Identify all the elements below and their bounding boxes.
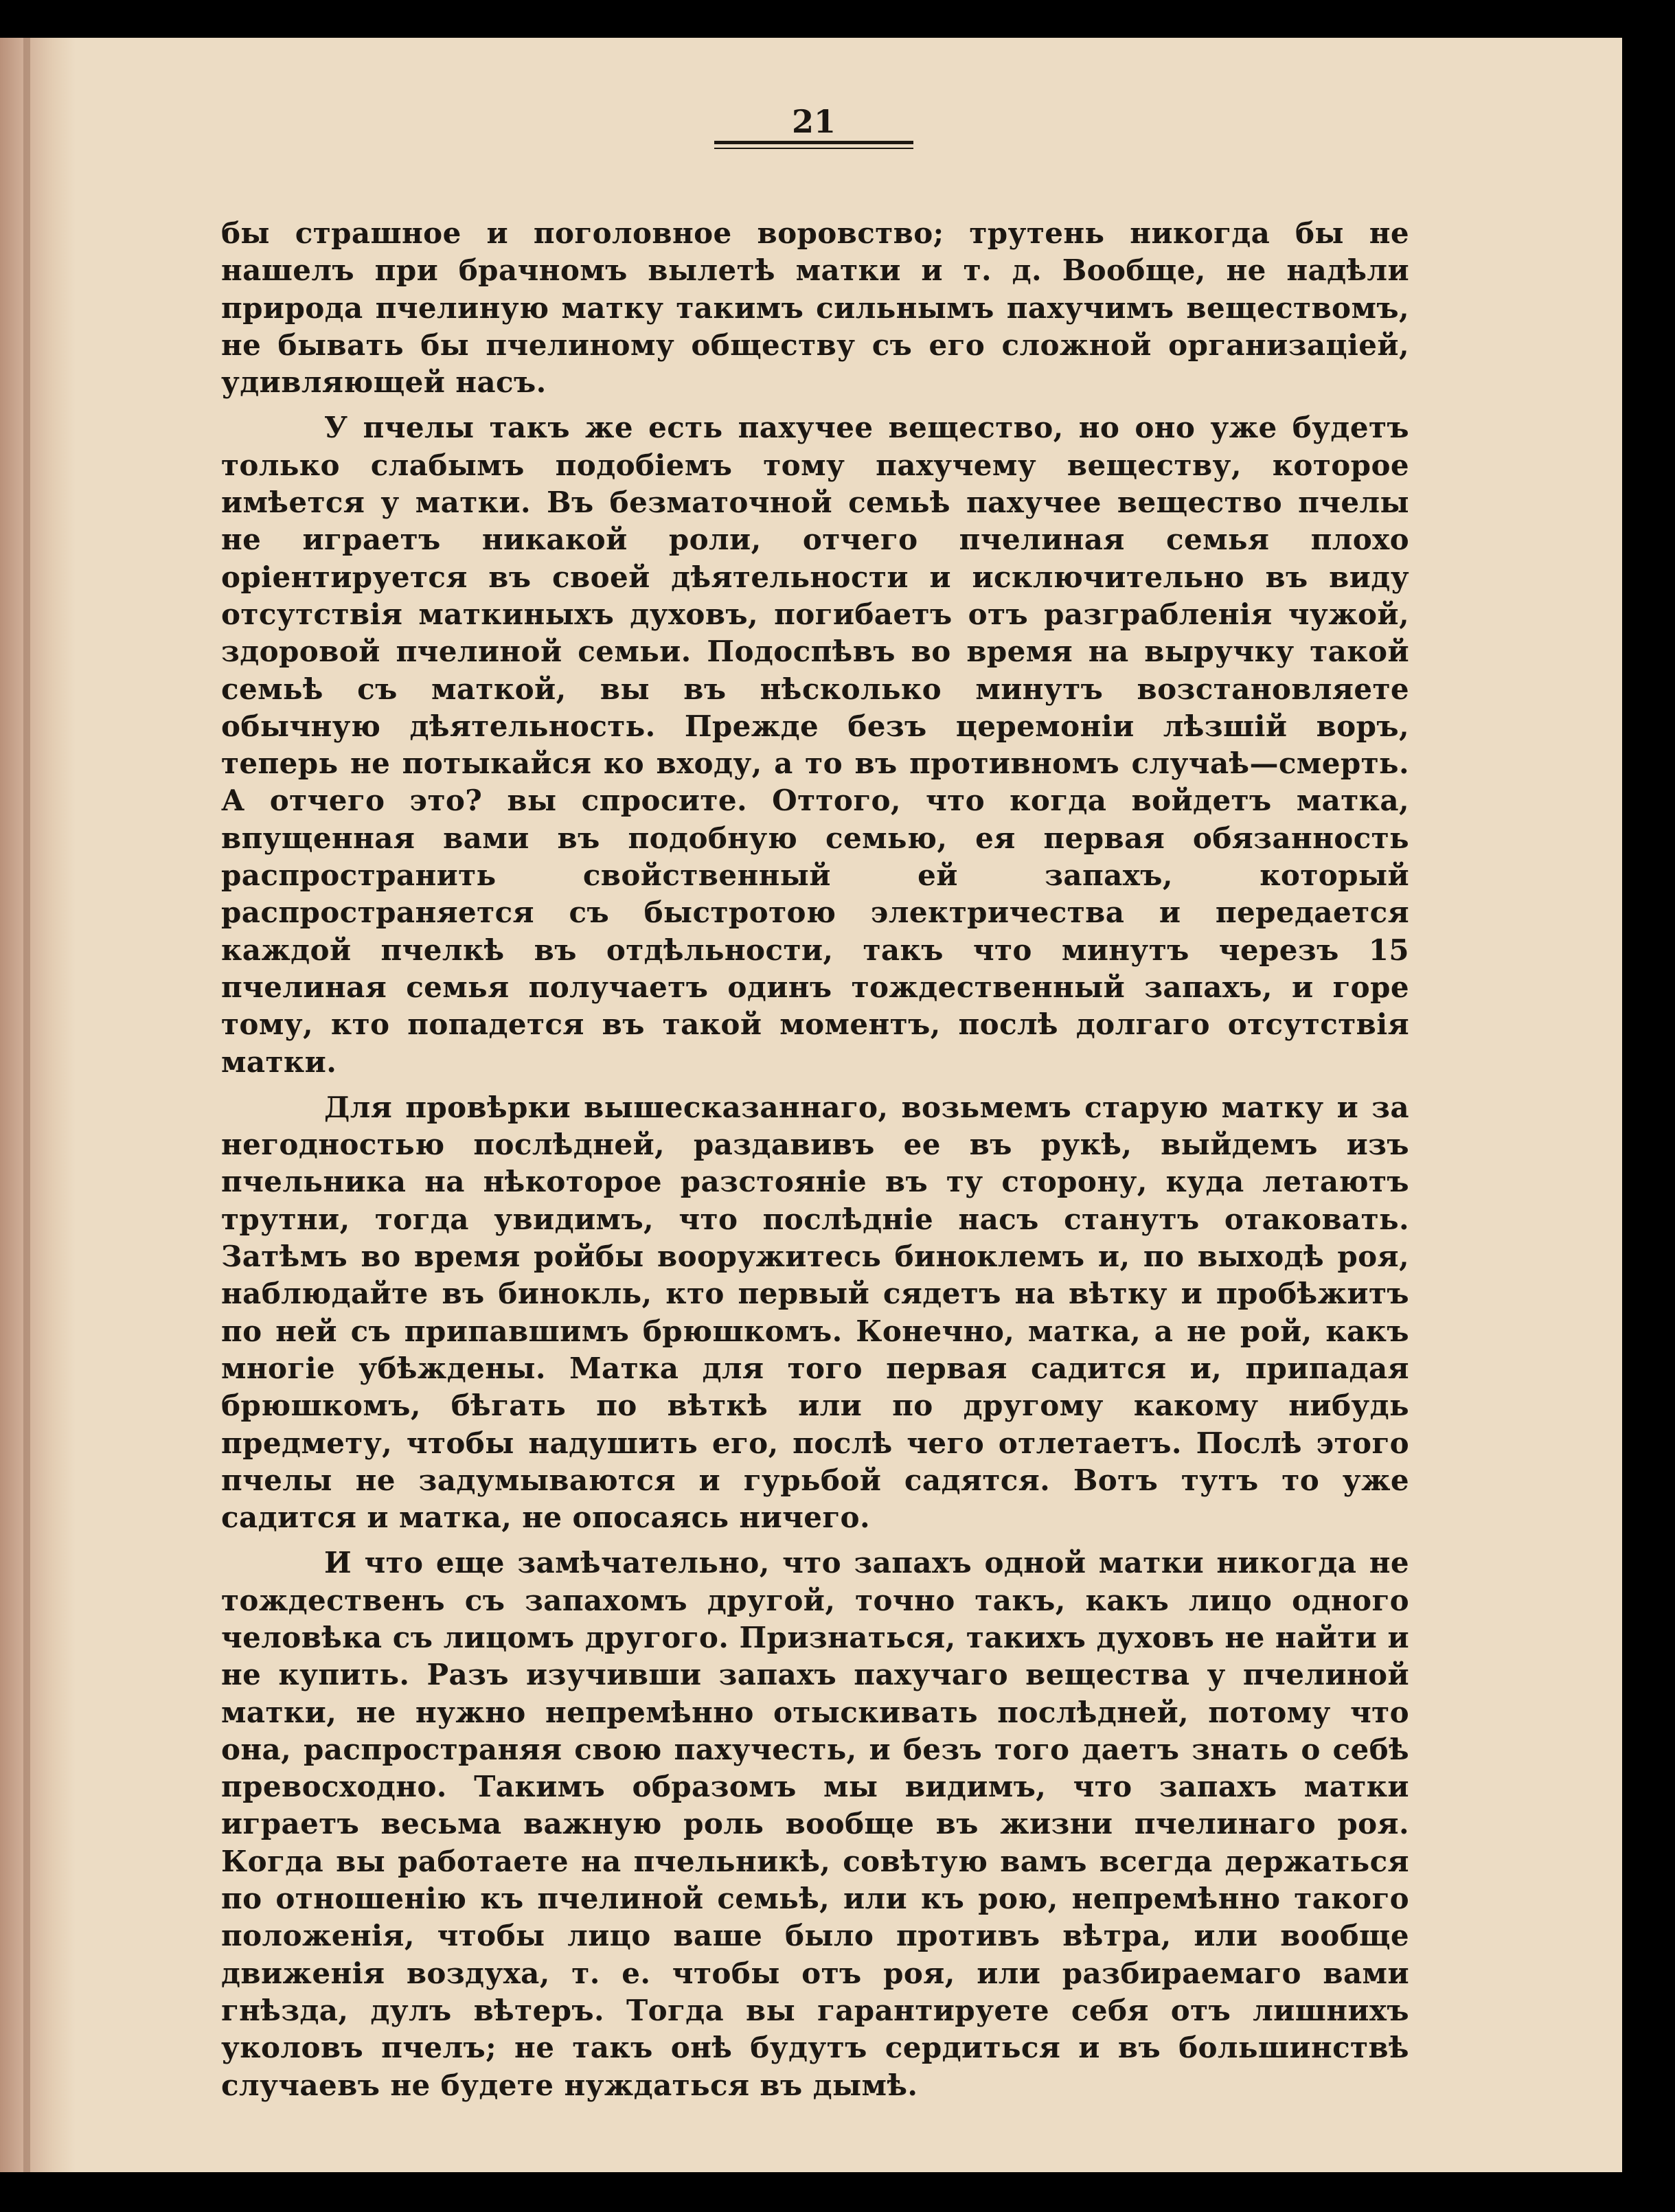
- book-page: [0, 38, 1622, 2172]
- page-number: 21: [791, 103, 836, 140]
- binding-edge-line: [23, 38, 30, 2172]
- paragraph-3: Для провѣрки вышесказаннаго, возьмемъ старую матку и за негодностью послѣдней, раздавивъ ее въ рукѣ, выйдемъ изъ пчельника на нѣкоторое разстояніе въ ту сторону, куда летаютъ трутни, тогда увидимъ, что послѣдніе насъ станутъ отаковать. Затѣмъ во время ройбы вооружитесь биноклемъ и, по выходѣ роя, наблюдайте въ бинокль, кто первый сядетъ на вѣтку и пробѣжитъ по ней съ припавшимъ брюшкомъ. Конечно, матка, а не рой, какъ многіе убѣждены. Матка для того первая садится и, припадая брюшкомъ, бѣгать по вѣткѣ или по другому какому нибудь предмету, чтобы надушить его, послѣ чего отлетаетъ. Послѣ этого пчелы не задумываются и гурьбой садятся. Вотъ тутъ то уже садится и матка, не опосаясь ничего.: [221, 1090, 1409, 1535]
- paragraph-4: И что еще замѣчательно, что запахъ одной матки никогда не тождественъ съ запахомъ другой, точно такъ, какъ лицо одного человѣка съ лицомъ другого. Признаться, такихъ духовъ не найти и не купить. Разъ изучивши запахъ пахучаго вещества у пчелиной матки, не нужно непремѣнно отыскивать послѣдней, потому что она, распространяя свою пахучесть, и безъ того даетъ знать о себѣ превосходно. Такимъ образомъ мы видимъ, что запахъ матки играетъ весьма важную роль вообще въ жизни пчелинаго роя. Когда вы работаете на пчельникѣ, совѣтую вамъ всегда держаться по отношенію къ пчелиной семьѣ, или къ рою, непремѣнно такого положенія, чтобы лицо ваше было противъ вѣтра, или вообще движенія воздуха, т. е. чтобы отъ роя, или разбираемаго вами гнѣзда, дулъ вѣтеръ. Тогда вы гарантируете себя отъ лишнихъ уколовъ пчелъ; не такъ онѣ будутъ сердиться и въ большинствѣ случаевъ не будете нуждаться въ дымѣ.: [221, 1546, 1409, 2102]
- body-text: [221, 215, 1409, 2104]
- page-number-rule-bottom: [714, 148, 913, 149]
- paragraph-1: бы страшное и поголовное воровство; трутень никогда бы не нашелъ при брачномъ вылетѣ матки и т. д. Вообще, не надѣли природа пчелиную матку такимъ сильнымъ пахучимъ веществомъ, не бывать бы пчелиному обществу съ его сложной организаціей, удивляющей насъ.: [221, 216, 1409, 400]
- page-binding-shadow: [0, 38, 76, 2172]
- paragraph-2: У пчелы такъ же есть пахучее вещество, но оно уже будетъ только слабымъ подобіемъ тому пахучему веществу, которое имѣется у матки. Въ безматочной семьѣ пахучее вещество пчелы не играетъ никакой роли, отчего пчелиная семья плохо оріентируется въ своей дѣятельности и исключительно въ виду отсутствія маткиныхъ духовъ, погибаетъ отъ разграбленія чужой, здоровой пчелиной семьи. Подоспѣвъ во время на выручку такой семьѣ съ маткой, вы въ нѣсколько минутъ возстановляете обычную дѣятельность. Прежде безъ церемоніи лѣзшій воръ, теперь не потыкайся ко входу, а то въ противномъ случаѣ—смерть. А отчего это? вы спросите. Оттого, что когда войдетъ матка, впущенная вами въ подобную семью, ея первая обязанность распространить свойственный ей запахъ, который распространяется съ быстротою электричества и передается каждой пчелкѣ въ отдѣльности, такъ что минутъ черезъ 15 пчелиная семья получаетъ одинъ тождественный запахъ, и горе тому, кто попадется въ такой моментъ, послѣ долгаго отсутствія матки.: [221, 411, 1409, 1079]
- page-number-rule-top: [714, 141, 913, 144]
